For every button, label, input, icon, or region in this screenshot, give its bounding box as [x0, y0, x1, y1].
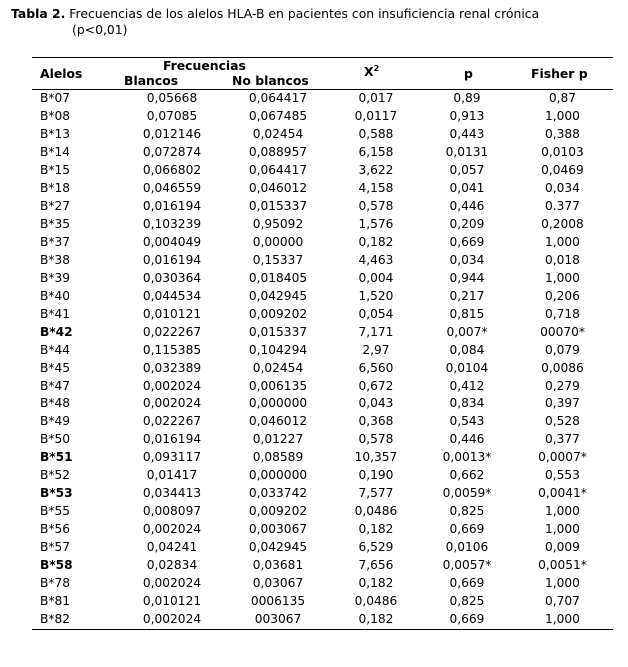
- cell-x2: 0,182: [358, 522, 394, 537]
- cell-p: 0,0104: [445, 360, 489, 375]
- cell-p: 0,543: [449, 414, 485, 429]
- table-caption: [11, 6, 621, 38]
- cell-blancos: 0,002024: [142, 396, 202, 411]
- caption-line-2: (p<0,01): [72, 22, 128, 37]
- cell-fisher-p: 0,397: [545, 396, 580, 411]
- cell-blancos: 0,010121: [142, 594, 202, 609]
- cell-fisher-p: 0,009: [545, 540, 580, 555]
- table-row: [32, 485, 613, 503]
- cell-p: 0,446: [449, 432, 485, 447]
- cell-no-blancos: 0,042945: [248, 288, 308, 303]
- cell-p: 0,669: [449, 576, 485, 591]
- cell-fisher-p: 0,528: [545, 414, 580, 429]
- cell-p: 0,217: [449, 288, 485, 303]
- cell-x2: 0,190: [358, 468, 394, 483]
- cell-blancos: 0,115385: [142, 342, 202, 357]
- table-row: [32, 324, 613, 342]
- table-row: [32, 216, 613, 234]
- cell-fisher-p: 0,206: [545, 288, 580, 303]
- header-x2-superscript: 2: [373, 64, 380, 73]
- cell-no-blancos: 0,015337: [248, 324, 308, 339]
- cell-no-blancos: 0,08589: [252, 450, 304, 465]
- cell-blancos: 0,030364: [142, 270, 202, 285]
- cell-p: 0,443: [449, 126, 485, 141]
- cell-blancos: 0,044534: [142, 288, 202, 303]
- table-row: [32, 521, 613, 539]
- cell-alelo: B*52: [40, 468, 70, 483]
- cell-no-blancos: 0,067485: [248, 108, 308, 123]
- cell-fisher-p: 0,718: [545, 306, 580, 321]
- cell-blancos: 0,008097: [142, 504, 202, 519]
- cell-alelo: B*13: [40, 126, 70, 141]
- table-row: [32, 431, 613, 449]
- table-body: [32, 90, 613, 629]
- cell-p: 0,041: [449, 180, 485, 195]
- cell-fisher-p: 0.377: [545, 198, 580, 213]
- cell-no-blancos: 0,95092: [252, 216, 304, 231]
- cell-alelo: B*48: [40, 396, 70, 411]
- header-x2: X: [364, 64, 374, 80]
- cell-x2: 3,622: [358, 162, 394, 177]
- cell-x2: 0,368: [358, 414, 394, 429]
- cell-fisher-p: 0,707: [545, 594, 580, 609]
- header-frecuencias: Frecuencias: [163, 58, 246, 73]
- cell-x2: 0,0486: [354, 504, 398, 519]
- cell-alelo: B*14: [40, 144, 70, 159]
- cell-p: 0,412: [449, 378, 485, 393]
- cell-alelo: B*45: [40, 360, 70, 375]
- cell-x2: 0,0486: [354, 594, 398, 609]
- cell-x2: 0,182: [358, 576, 394, 591]
- cell-alelo: B*35: [40, 216, 70, 231]
- cell-p: 0,0013*: [442, 450, 492, 465]
- cell-x2: 0,054: [358, 306, 394, 321]
- cell-blancos: 0,002024: [142, 378, 202, 393]
- cell-alelo: B*42: [40, 324, 73, 339]
- table-row: [32, 467, 613, 485]
- cell-fisher-p: 0,553: [545, 468, 580, 483]
- cell-p: 0,0059*: [442, 486, 492, 501]
- cell-blancos: 0,046559: [142, 180, 202, 195]
- cell-fisher-p: 1,000: [545, 612, 580, 627]
- cell-no-blancos: 0,006135: [248, 378, 308, 393]
- cell-blancos: 0,002024: [142, 612, 202, 627]
- hla-b-frequency-table: [32, 57, 613, 630]
- header-blancos: Blancos: [124, 73, 179, 88]
- cell-alelo: B*58: [40, 558, 73, 573]
- cell-blancos: 0,066802: [142, 162, 202, 177]
- table-row: [32, 234, 613, 252]
- table-row: [32, 593, 613, 611]
- cell-fisher-p: 0,2008: [541, 216, 584, 231]
- cell-no-blancos: 0,046012: [248, 180, 308, 195]
- caption-line-1: [11, 6, 621, 22]
- cell-no-blancos: 0,046012: [248, 414, 308, 429]
- table-header: [32, 58, 613, 90]
- cell-no-blancos: 0,018405: [248, 270, 308, 285]
- cell-blancos: 0,016194: [142, 198, 202, 213]
- cell-no-blancos: 0,15337: [252, 252, 304, 267]
- table-row: [32, 162, 613, 180]
- cell-no-blancos: 0,000000: [248, 468, 308, 483]
- caption-text: Frecuencias de los alelos HLA-B en pacientes con insuficiencia renal crónica: [65, 6, 540, 21]
- cell-fisher-p: 0,388: [545, 126, 580, 141]
- cell-x2: 6,158: [358, 144, 394, 159]
- cell-blancos: 0,103239: [142, 216, 202, 231]
- table-row: [32, 108, 613, 126]
- table-row: [32, 90, 613, 108]
- cell-blancos: 0,002024: [142, 576, 202, 591]
- table-row: [32, 306, 613, 324]
- cell-x2: 0,182: [358, 612, 394, 627]
- cell-p: 0,825: [449, 504, 485, 519]
- cell-no-blancos: 0,000000: [248, 396, 308, 411]
- table-row: [32, 342, 613, 360]
- cell-no-blancos: 003067: [254, 612, 302, 627]
- cell-blancos: 0,02834: [146, 558, 198, 573]
- cell-fisher-p: 0,018: [545, 252, 580, 267]
- cell-no-blancos: 0,003067: [248, 522, 308, 537]
- cell-p: 0,662: [449, 468, 485, 483]
- cell-alelo: B*51: [40, 450, 73, 465]
- cell-blancos: 0,022267: [142, 324, 202, 339]
- cell-blancos: 0,032389: [142, 360, 202, 375]
- cell-x2: 6,529: [358, 540, 394, 555]
- table-row: [32, 252, 613, 270]
- cell-x2: 0,017: [358, 91, 394, 105]
- table-row: [32, 270, 613, 288]
- cell-fisher-p: 00070*: [540, 324, 585, 339]
- cell-x2: 7,656: [358, 558, 394, 573]
- table-row: [32, 126, 613, 144]
- cell-p: 0,834: [449, 396, 485, 411]
- cell-p: 0,0131: [445, 144, 489, 159]
- cell-blancos: 0,012146: [142, 126, 202, 141]
- cell-blancos: 0,07085: [146, 108, 198, 123]
- header-fisher-p: Fisher p: [531, 66, 588, 81]
- cell-alelo: B*07: [40, 91, 70, 105]
- cell-x2: 4,463: [358, 252, 394, 267]
- cell-alelo: B*81: [40, 594, 70, 609]
- cell-p: 0,0106: [445, 540, 489, 555]
- cell-fisher-p: 0,034: [545, 180, 580, 195]
- cell-x2: 1,520: [358, 288, 394, 303]
- cell-alelo: B*53: [40, 486, 73, 501]
- cell-x2: 0,0117: [354, 108, 398, 123]
- cell-p: 0,0057*: [442, 558, 492, 573]
- cell-alelo: B*47: [40, 378, 70, 393]
- cell-alelo: B*39: [40, 270, 70, 285]
- cell-x2: 0,578: [358, 198, 394, 213]
- cell-p: 0,034: [449, 252, 485, 267]
- cell-p: 0,057: [449, 162, 485, 177]
- cell-p: 0,825: [449, 594, 485, 609]
- table-row: [32, 449, 613, 467]
- cell-alelo: B*82: [40, 612, 70, 627]
- cell-blancos: 0,022267: [142, 414, 202, 429]
- cell-x2: 4,158: [358, 180, 394, 195]
- cell-alelo: B*78: [40, 576, 70, 591]
- cell-no-blancos: 0,009202: [248, 306, 308, 321]
- cell-fisher-p: 1,000: [545, 270, 580, 285]
- cell-p: 0,669: [449, 234, 485, 249]
- cell-x2: 10,357: [354, 450, 398, 465]
- cell-blancos: 0,016194: [142, 432, 202, 447]
- cell-alelo: B*41: [40, 306, 70, 321]
- cell-no-blancos: 0,02454: [252, 360, 304, 375]
- cell-blancos: 0,05668: [146, 91, 198, 105]
- cell-blancos: 0,016194: [142, 252, 202, 267]
- cell-p: 0,944: [449, 270, 485, 285]
- cell-no-blancos: 0,104294: [248, 342, 308, 357]
- cell-fisher-p: 0,0041*: [538, 486, 587, 501]
- table-row: [32, 378, 613, 396]
- cell-fisher-p: 0,079: [545, 342, 580, 357]
- cell-x2: 6,560: [358, 360, 394, 375]
- table-row: [32, 503, 613, 521]
- cell-fisher-p: 0,279: [545, 378, 580, 393]
- table-row: [32, 575, 613, 593]
- cell-blancos: 0,004049: [142, 234, 202, 249]
- table-row: [32, 288, 613, 306]
- cell-p: 0,007*: [446, 324, 488, 339]
- cell-no-blancos: 0,033742: [248, 486, 308, 501]
- cell-x2: 2,97: [362, 342, 390, 357]
- cell-alelo: B*49: [40, 414, 70, 429]
- table-row: [32, 180, 613, 198]
- cell-p: 0,669: [449, 522, 485, 537]
- cell-alelo: B*37: [40, 234, 70, 249]
- cell-alelo: B*44: [40, 342, 70, 357]
- cell-x2: 0,578: [358, 432, 394, 447]
- cell-blancos: 0,072874: [142, 144, 202, 159]
- cell-x2: 0,588: [358, 126, 394, 141]
- cell-no-blancos: 0,01227: [252, 432, 304, 447]
- cell-blancos: 0,010121: [142, 306, 202, 321]
- cell-alelo: B*15: [40, 162, 70, 177]
- cell-x2: 7,171: [358, 324, 394, 339]
- cell-no-blancos: 0,03681: [252, 558, 304, 573]
- cell-fisher-p: 1,000: [545, 522, 580, 537]
- table-row: [32, 395, 613, 413]
- header-alelos: Alelos: [40, 66, 83, 81]
- cell-no-blancos: 0,03067: [252, 576, 304, 591]
- cell-alelo: B*40: [40, 288, 70, 303]
- cell-no-blancos: 0,02454: [252, 126, 304, 141]
- cell-alelo: B*38: [40, 252, 70, 267]
- table-row: [32, 360, 613, 378]
- header-p: p: [464, 66, 473, 81]
- cell-alelo: B*50: [40, 432, 70, 447]
- caption-label: Tabla 2.: [11, 6, 66, 21]
- cell-fisher-p: 1,000: [545, 234, 580, 249]
- table-row: [32, 611, 613, 629]
- cell-blancos: 0,093117: [142, 450, 202, 465]
- cell-x2: 1,576: [358, 216, 394, 231]
- table-row: [32, 557, 613, 575]
- cell-blancos: 0,002024: [142, 522, 202, 537]
- cell-alelo: B*18: [40, 180, 70, 195]
- cell-no-blancos: 0,009202: [248, 504, 308, 519]
- table-row: [32, 198, 613, 216]
- cell-x2: 0,004: [358, 270, 394, 285]
- table-row: [32, 413, 613, 431]
- cell-blancos: 0,01417: [146, 468, 198, 483]
- cell-p: 0,084: [449, 342, 485, 357]
- table-row: [32, 539, 613, 557]
- cell-alelo: B*55: [40, 504, 70, 519]
- header-chi-square: [364, 64, 379, 79]
- cell-no-blancos: 0006135: [250, 594, 306, 609]
- cell-fisher-p: 0,0051*: [538, 558, 587, 573]
- cell-fisher-p: 1,000: [545, 504, 580, 519]
- cell-no-blancos: 0,064417: [248, 162, 308, 177]
- cell-fisher-p: 1,000: [545, 108, 580, 123]
- cell-fisher-p: 0,0007*: [538, 450, 587, 465]
- cell-alelo: B*08: [40, 108, 70, 123]
- cell-p: 0,89: [453, 91, 481, 105]
- cell-alelo: B*57: [40, 540, 70, 555]
- cell-p: 0,669: [449, 612, 485, 627]
- cell-x2: 7,577: [358, 486, 394, 501]
- header-no-blancos: No blancos: [232, 73, 309, 88]
- cell-fisher-p: 0,87: [548, 91, 577, 105]
- cell-no-blancos: 0,015337: [248, 198, 308, 213]
- cell-p: 0,815: [449, 306, 485, 321]
- cell-no-blancos: 0,088957: [248, 144, 308, 159]
- cell-fisher-p: 1,000: [545, 576, 580, 591]
- cell-x2: 0,672: [358, 378, 394, 393]
- cell-alelo: B*56: [40, 522, 70, 537]
- cell-no-blancos: 0,00000: [252, 234, 304, 249]
- cell-p: 0,209: [449, 216, 485, 231]
- cell-p: 0,913: [449, 108, 485, 123]
- cell-x2: 0,182: [358, 234, 394, 249]
- cell-blancos: 0,04241: [146, 540, 198, 555]
- cell-p: 0,446: [449, 198, 485, 213]
- cell-x2: 0,043: [358, 396, 394, 411]
- cell-fisher-p: 0,0103: [541, 144, 584, 159]
- cell-fisher-p: 0,0086: [541, 360, 584, 375]
- cell-no-blancos: 0,064417: [248, 91, 308, 105]
- cell-no-blancos: 0,042945: [248, 540, 308, 555]
- cell-fisher-p: 0,377: [545, 432, 580, 447]
- cell-alelo: B*27: [40, 198, 70, 213]
- cell-fisher-p: 0,0469: [541, 162, 584, 177]
- cell-blancos: 0,034413: [142, 486, 202, 501]
- table-row: [32, 144, 613, 162]
